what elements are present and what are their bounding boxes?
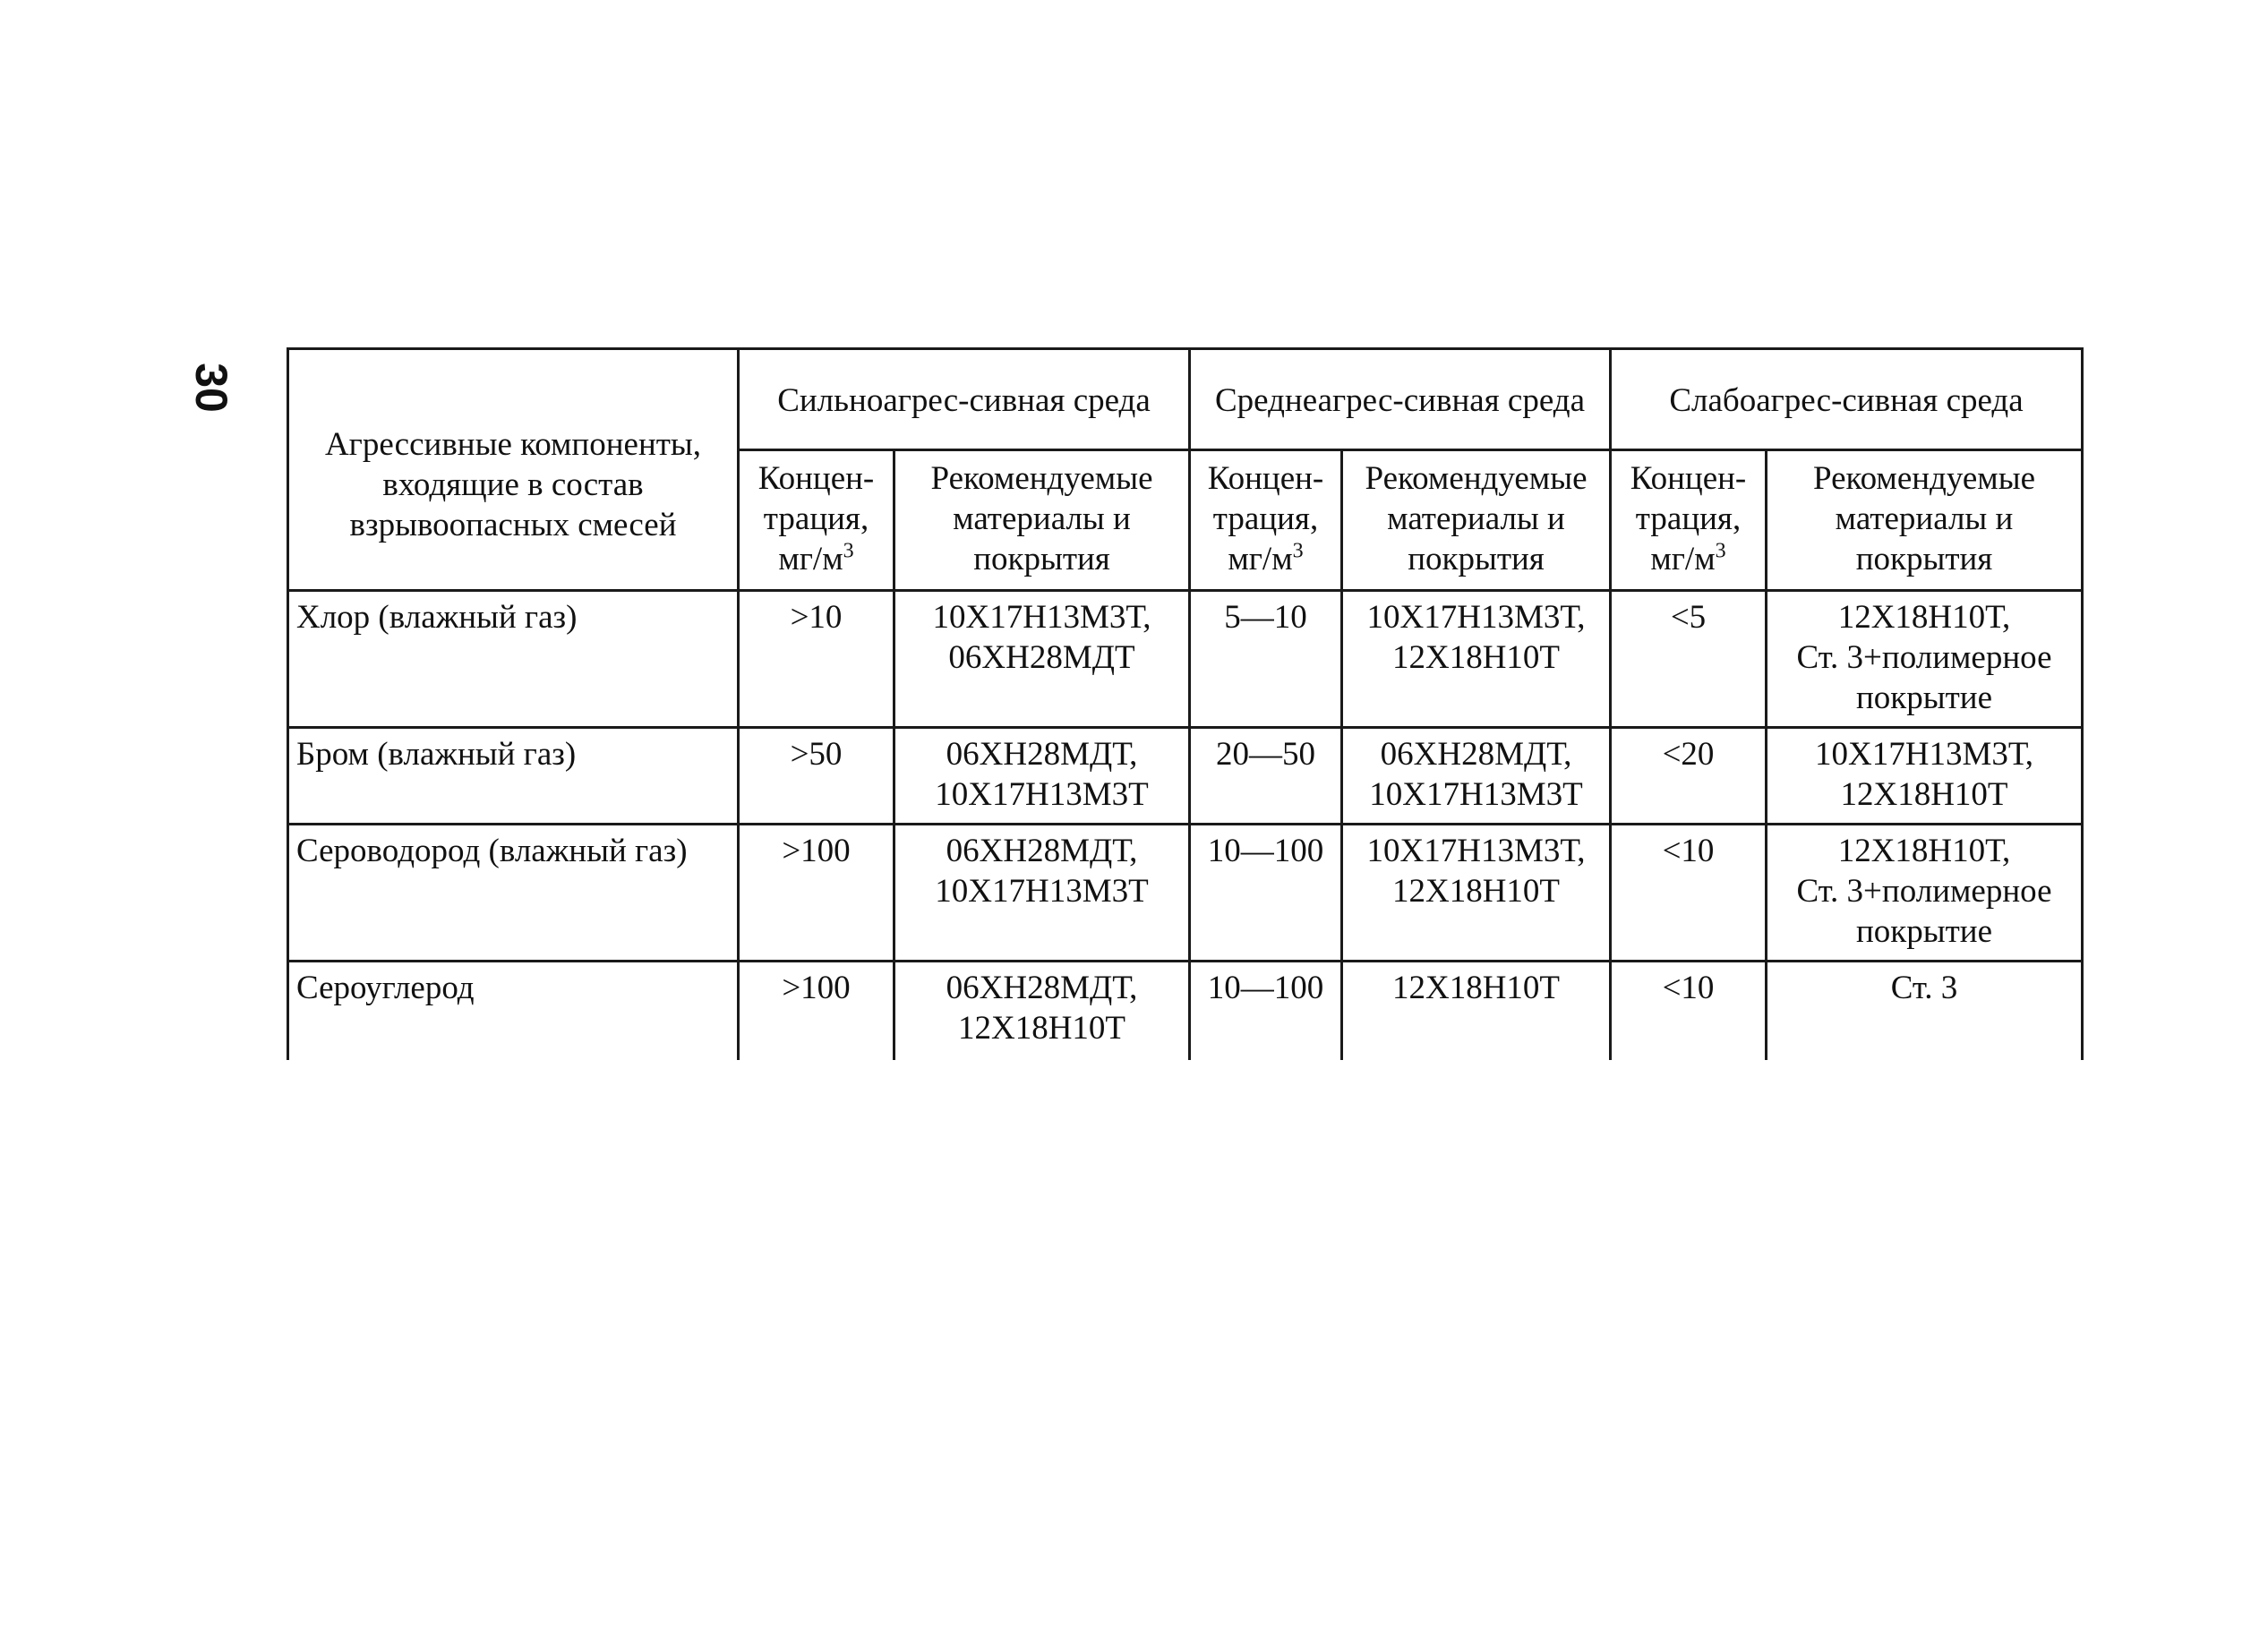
header-strong-materials: Рекомендуемые материалы и покрытия [894,450,1190,591]
strong-materials-cell: 10Х17Н13М3Т, 06ХН28МДТ [894,591,1190,728]
medium-concentration-cell: 5—10 [1190,591,1342,728]
weak-concentration-cell: <20 [1611,728,1767,825]
medium-materials-cell: 12Х18Н10Т [1342,962,1611,1061]
strong-materials-cell: 06ХН28МДТ, 10Х17Н13М3Т [894,825,1190,962]
strong-materials-cell: 06ХН28МДТ, 10Х17Н13М3Т [894,728,1190,825]
strong-concentration-cell: >100 [739,962,894,1061]
medium-concentration-cell: 10—100 [1190,825,1342,962]
table-row [288,728,2083,825]
header-weak-medium: Слабоагрес-сивная среда [1611,349,2083,450]
header-weak-concentration: Концен-трация, $мг/м^3$ [1611,450,1767,591]
medium-materials-cell: 10Х17Н13М3Т, 12Х18Н10Т [1342,825,1611,962]
strong-concentration-cell: >50 [739,728,894,825]
weak-materials-cell: 12Х18Н10Т, Ст. 3+полимерное покрытие [1767,825,2083,962]
strong-materials-cell: 06ХН28МДТ, 12Х18Н10Т [894,962,1190,1061]
component-cell: Сероуглерод [288,962,739,1061]
strong-concentration-cell: >10 [739,591,894,728]
component-cell: Хлор (влажный газ) [288,591,739,728]
header-components: Агрессивные компоненты, входящие в состав взрывоопасных смесей [288,349,739,591]
strong-concentration-cell: >100 [739,825,894,962]
component-cell: Бром (влажный газ) [288,728,739,825]
header-weak-materials: Рекомендуемые материалы и покрытия [1767,450,2083,591]
table-row [288,825,2083,962]
header-medium-medium: Среднеагрес-сивная среда [1190,349,1611,450]
weak-materials-cell: 10Х17Н13М3Т, 12Х18Н10Т [1767,728,2083,825]
weak-concentration-cell: <10 [1611,962,1767,1061]
header-strong-concentration: Концен-трация, $мг/м^3$ [739,450,894,591]
medium-materials-cell: 06ХН28МДТ, 10Х17Н13М3Т [1342,728,1611,825]
weak-concentration-cell: <10 [1611,825,1767,962]
component-cell: Сероводород (влажный газ) [288,825,739,962]
weak-materials-cell: 12Х18Н10Т, Ст. 3+полимерное покрытие [1767,591,2083,728]
medium-concentration-cell: 10—100 [1190,962,1342,1061]
weak-concentration-cell: <5 [1611,591,1767,728]
medium-materials-cell: 10Х17Н13М3Т, 12Х18Н10Т [1342,591,1611,728]
weak-materials-cell: Ст. 3 [1767,962,2083,1061]
table-row [288,591,2083,728]
table-row [288,962,2083,1061]
page-number: 30 [186,363,236,413]
aggressive-media-table [287,347,2084,1060]
header-medium-materials: Рекомендуемые материалы и покрытия [1342,450,1611,591]
header-medium-concentration: Концен-трация, $мг/м^3$ [1190,450,1342,591]
header-strong-medium: Сильноагрес-сивная среда [739,349,1190,450]
medium-concentration-cell: 20—50 [1190,728,1342,825]
